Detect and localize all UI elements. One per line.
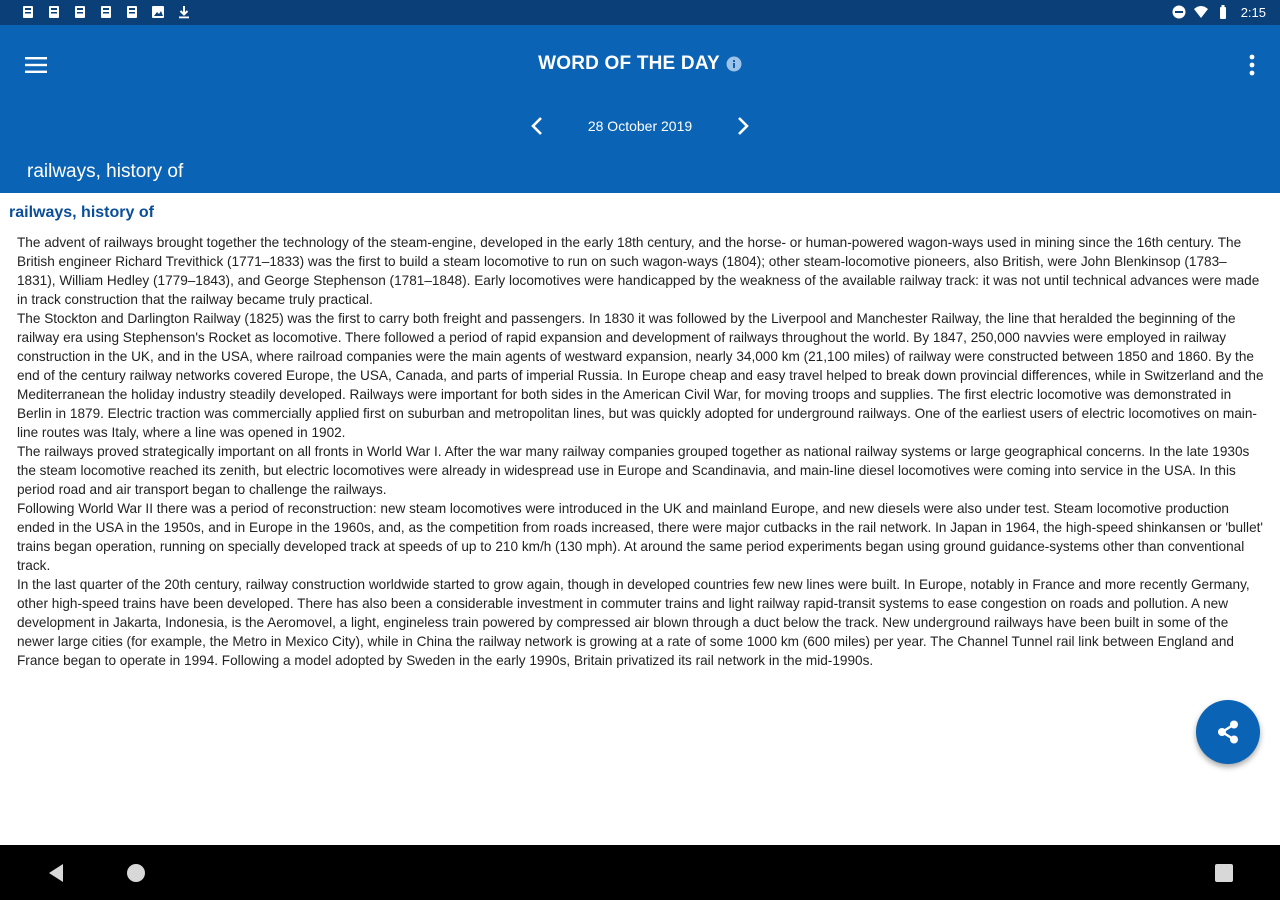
entry-paragraph: The railways proved strategically important on all fronts in World War I. After the war many railway companies grouped together as national railway systems or large geographical concerns. In the late 1930s the steam locomotive reached its zenith, but electric locomotives were already in widespread use in Europe and Scandinavia, and main-line diesel locomotives were coming into service in the USA. In this period road and air transport began to challenge the railways. [17, 444, 1250, 497]
notification-icon [124, 4, 140, 20]
entry-body [17, 233, 1265, 670]
notification-icons [20, 4, 192, 20]
recents-icon[interactable] [1214, 863, 1234, 883]
notification-icon [20, 4, 36, 20]
notification-icon [98, 4, 114, 20]
entry-paragraph: The advent of railways brought together the technology of the steam-engine, developed in the early 18th century, and the horse- or human-powered wagon-ways used in mining since the 16th century. The British engineer Richard Trevithick (1771–1833) was the first to build a steam locomotive to run on such wagon-ways (1804); other steam-locomotive pioneers, also British, were John Blenkinsop (1783–1831), William Hedley (1779–1843), and George Stephenson (1781–1848). Early locomotives were handicapped by the weakness of the available railway track: it was not until technical advances were made in track construction that the railway became truly practical. [17, 235, 1260, 307]
more-vertical-icon [1249, 54, 1255, 76]
previous-date-button[interactable] [522, 111, 552, 141]
entry-paragraph: Following World War II there was a period of reconstruction: new steam locomotives were introduced in the UK and mainland Europe, and new diesels were also under test. Steam locomotive production ended in the USA in the 1950s, and in Europe in the 1960s, and, as the competition from roads increased, there were major cutbacks in the rail network. In Japan in 1964, the high-speed shinkansen or 'bullet' trains began operation, running on specially developed track at speeds of up to 210 km/h (130 mph). At around the same period experiments began using ground guidance-systems other than conventional track. [17, 501, 1264, 573]
download-icon [176, 4, 192, 20]
entry-content [0, 193, 1280, 845]
status-bar [0, 0, 1280, 25]
notification-icon [72, 4, 88, 20]
system-navigation-bar [0, 845, 1280, 900]
status-time: 2:15 [1240, 4, 1266, 20]
notification-icon [46, 4, 62, 20]
chevron-right-icon [736, 116, 750, 136]
image-icon [150, 4, 166, 20]
next-date-button[interactable] [728, 111, 758, 141]
entry-paragraph: The Stockton and Darlington Railway (1825) was the first to carry both freight and passengers. In 1830 it was followed by the Liverpool and Manchester Railway, the line that heralded the beginning of the railway era using Stephenson's Rocket as locomotive. There followed a period of rapid expansion and development of railways throughout the world. By 1847, 250,000 navvies were employed in railway construction in the UK, and in the USA, where railroad companies were the main agents of westward expansion, nearly 34,000 km (21,100 miles) of railway were constructed between 1850 and 1860. By the end of the century railway networks covered Europe, the USA, Canada, and parts of imperial Russia. In Europe cheap and easy travel helped to break down provincial differences, while in Switzerland and the Mediterranean the holiday industry steadily developed. Railways were important for both sides in the American Civil War, for moving troops and supplies. The first electric locomotive was demonstrated in Berlin in 1879. Electric traction was commercially applied first on suburban and metropolitan lines, but was quickly adopted for underground railways. One of the earliest users of electric locomotives on main-line routes was Italy, where a line was opened in 1902. [17, 311, 1264, 440]
app-bar [0, 25, 1280, 193]
app-title-group [0, 53, 1280, 75]
overflow-menu-button[interactable] [1244, 49, 1260, 81]
do-not-disturb-icon [1171, 4, 1187, 20]
date-label: 28 October 2019 [587, 118, 693, 134]
info-icon[interactable] [726, 56, 742, 72]
share-icon [1214, 718, 1242, 746]
entry-paragraph: In the last quarter of the 20th century, railway construction worldwide started to grow again, though in developed countries few new lines were built. In Europe, notably in France and more recently Germany, other high-speed trains have been developed. There has also been a considerable investment in commuter trains and light railway rapid-transit systems to ease congestion on roads and pollution. A new development in Jakarta, Indonesia, is the Aeromovel, a light, engineless train powered by compressed air blown through a duct below the track. New underground railways have been built in some of the newer large cities (for example, the Metro in Mexico City), while in China the railway network is growing at a rate of some 1000 km (600 miles) per year. The Channel Tunnel rail link between England and France began to operate in 1994. Following a model adopted by Sweden in the early 1990s, Britain privatized its rail network in the mid-1990s. [17, 577, 1250, 668]
system-icons [1171, 4, 1266, 20]
share-button[interactable] [1196, 700, 1260, 764]
date-navigator [0, 111, 1280, 141]
chevron-left-icon [530, 116, 544, 136]
battery-icon [1215, 4, 1231, 20]
entry-headword: railways, history of [9, 204, 154, 221]
wifi-icon [1193, 4, 1209, 20]
home-icon[interactable] [126, 863, 146, 883]
entry-subtitle: railways, history of [27, 161, 184, 182]
app-title: WORD OF THE DAY [538, 53, 720, 74]
back-icon[interactable] [44, 861, 68, 885]
